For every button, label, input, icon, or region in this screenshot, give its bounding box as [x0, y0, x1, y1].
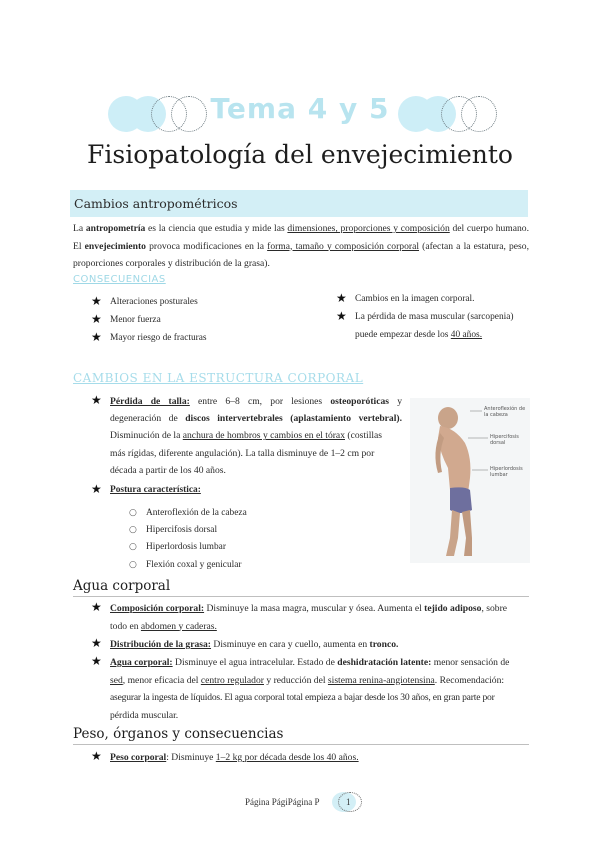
text: (costillas [345, 430, 383, 442]
text: Disminuye el agua intracelular. Estado de [172, 657, 338, 668]
star-icon: ★ [91, 330, 102, 344]
text: y reducción del [263, 674, 328, 686]
text: anchura de hombros y cambios en el tórax [182, 430, 345, 442]
line: más rígidas, diferente angulación). La talla disminuye de 1–2 cm por [110, 447, 375, 459]
line [110, 654, 530, 672]
text: es la ciencia que estudia y mide las [145, 223, 288, 234]
list-item: La pérdida de masa muscular (sarcopenia) [355, 312, 514, 322]
text: deshidratación latente: [337, 657, 432, 668]
text: Composición corporal: [110, 603, 205, 614]
list-item: Flexión coxal y genicular [146, 560, 242, 570]
line: década a partir de los 40 años. [110, 464, 226, 476]
page-number: 1 [346, 797, 351, 807]
list-item: Hiperlordosis lumbar [146, 542, 226, 552]
star-icon: ★ [91, 654, 102, 668]
text: : Disminuye [166, 752, 216, 763]
star-icon: ★ [336, 309, 347, 323]
composition-paragraph [110, 600, 530, 635]
text: , sobre [481, 603, 508, 614]
circle-bullet-icon: ○ [129, 542, 137, 552]
text: entre 6–8 cm, por lesiones [189, 396, 331, 407]
text: menor sensación de [431, 657, 510, 668]
section-heading: Peso, órganos y consecuencias [73, 726, 284, 742]
text: Disminuye la masa magra, muscular y ósea. Aumenta el [204, 603, 425, 614]
posture-label: Postura característica: [110, 485, 201, 495]
text: dimensiones, proporciones y composición [287, 223, 450, 234]
figure-label: Anteroflexión de la cabeza [484, 406, 526, 418]
text: Pérdida de talla: [110, 396, 190, 407]
text: La [73, 223, 86, 234]
page-title: Fisiopatología del envejecimiento [87, 140, 513, 169]
star-icon: ★ [91, 393, 102, 407]
text: envejecimiento [84, 240, 146, 252]
text: tejido adiposo [424, 603, 482, 614]
elderly-figure-icon [410, 398, 530, 563]
text: antropometría [85, 223, 146, 234]
divider [73, 596, 529, 597]
text: (afectan a la estatura, peso, proporciones corporales y distribución de la grasa). [73, 240, 529, 269]
list-item: Anteroflexión de la cabeza [146, 508, 247, 518]
text: 1–2 kg por década desde los 40 años. [215, 752, 359, 763]
star-icon: ★ [91, 312, 102, 326]
text: degeneración de [110, 413, 186, 425]
weight-paragraph [110, 749, 530, 767]
text: Distribución de la grasa: [110, 639, 212, 650]
text: discos intervertebrales (aplastamiento vertebral). [185, 413, 402, 425]
divider [73, 744, 529, 745]
list-item [355, 327, 482, 344]
text: , menor eficacia del [122, 674, 201, 686]
star-icon: ★ [336, 291, 347, 305]
body-water-paragraph [110, 654, 530, 724]
text: osteoporóticas [330, 396, 389, 407]
footer-text: Página PágiPágina P [245, 797, 320, 807]
text: sed [110, 674, 123, 686]
list-item: Alteraciones posturales [110, 297, 198, 307]
line: pérdida muscular. [110, 709, 179, 721]
consequences-heading: CONSECUENCIAS [73, 274, 166, 285]
line [110, 427, 402, 444]
star-icon: ★ [91, 294, 102, 308]
text: todo en [110, 620, 141, 632]
line [110, 618, 530, 636]
text: Disminución de la [110, 430, 183, 442]
fat-distribution-paragraph [110, 636, 530, 654]
topic-label: Tema 4 y 5 [210, 92, 390, 125]
text: abdomen y caderas. [140, 620, 217, 632]
section-heading: CAMBIOS EN LA ESTRUCTURA CORPORAL [73, 371, 364, 385]
line [110, 393, 402, 410]
height-loss-paragraph [110, 393, 402, 479]
text: Disminuye en cara y cuello, aumenta en [211, 639, 370, 650]
intro-paragraph [73, 220, 529, 273]
text: centro regulador [200, 674, 264, 686]
text: 40 años. [450, 330, 483, 340]
list-item: Mayor riesgo de fracturas [110, 333, 207, 343]
figure-label: Hiperlordosis lumbar [490, 466, 523, 478]
line: asegurar la ingesta de líquidos. El agua corporal total empieza a bajar desde los 30 años, en gran parte por [110, 692, 495, 703]
section-heading: Agua corporal [73, 578, 171, 594]
figure-label: Hipercifosis dorsal [490, 434, 519, 446]
circle-bullet-icon: ○ [129, 560, 137, 570]
text: provoca modificaciones en la [145, 240, 268, 252]
line [110, 672, 530, 690]
text: y [389, 396, 402, 407]
line [110, 600, 530, 618]
text: . Recomendación: [434, 674, 505, 686]
posture-illustration [410, 398, 530, 563]
text: sistema renina-angiotensina [327, 674, 435, 686]
text: tronco. [369, 639, 399, 650]
list-item: Menor fuerza [110, 315, 161, 325]
text: Peso corporal [110, 752, 167, 763]
star-icon: ★ [91, 749, 102, 763]
star-icon: ★ [91, 600, 102, 614]
list-item: Hipercifosis dorsal [146, 525, 218, 535]
circle-bullet-icon: ○ [129, 508, 137, 518]
text: puede empezar desde los [355, 330, 451, 340]
list-item: Cambios en la imagen corporal. [355, 294, 475, 304]
text: del cuerpo humano. El [73, 223, 529, 252]
star-icon: ★ [91, 482, 102, 496]
line [110, 410, 402, 427]
text: Agua corporal: [110, 657, 173, 668]
circle-bullet-icon: ○ [129, 525, 137, 535]
section-heading: Cambios antropométricos [74, 196, 238, 211]
text: forma, tamaño y composición corporal [267, 240, 420, 252]
star-icon: ★ [91, 636, 102, 650]
